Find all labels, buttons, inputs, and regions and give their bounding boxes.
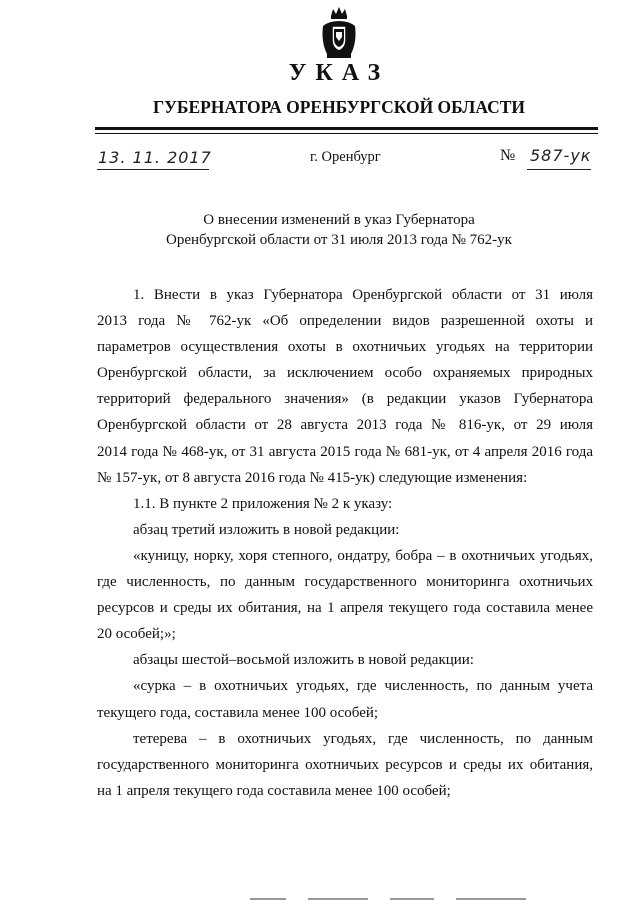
paragraph-line: Оренбургской области, за исключением особо охраняемых природных bbox=[97, 365, 593, 382]
paragraph-line: текущего года, составила менее 100 особей; bbox=[97, 704, 379, 721]
header-rule-thick bbox=[95, 127, 598, 130]
header-rule-thin bbox=[95, 133, 598, 134]
paragraph-line: на 1 апреля текущего года составила менее 100 особей; bbox=[97, 782, 451, 799]
paragraph-line: тетерева – в охотничьих угодьях, где численность, по данным bbox=[133, 730, 593, 747]
paragraph-line: параметров осуществления охоты в охотничьих угодьях на территории bbox=[97, 339, 593, 356]
paragraph-line: 2013 года № 762-ук «Об определении видов разрешенной охоты и bbox=[97, 313, 593, 330]
decree-subject bbox=[0, 210, 640, 250]
paragraph-line: «сурка – в охотничьих угодьях, где численность, по данным учета bbox=[133, 678, 593, 695]
decree-title: УКАЗ bbox=[288, 60, 390, 86]
date-underline bbox=[97, 169, 209, 170]
paragraph-line: абзац третий изложить в новой редакции: bbox=[133, 521, 400, 538]
paragraph-line: «куницу, норку, хоря степного, ондатру, бобра – в охотничьих угодьях, bbox=[133, 547, 593, 564]
paragraph-line: № 157-ук, от 8 августа 2016 года № 415-ук) следующие изменения: bbox=[97, 469, 528, 486]
paragraph-line: где численность, по данным государственного мониторинга охотничьих bbox=[97, 574, 593, 591]
number-underline bbox=[527, 169, 591, 170]
paragraph-line: Оренбургской области от 28 августа 2013 года № 816-ук, от 29 июля bbox=[97, 417, 593, 434]
decree-number: 587-ук bbox=[530, 146, 592, 165]
paragraph-line: абзацы шестой–восьмой изложить в новой редакции: bbox=[133, 652, 474, 669]
subject-line: Оренбургской области от 31 июля 2013 года № 762-ук bbox=[166, 232, 512, 248]
issuer-title: ГУБЕРНАТОРА ОРЕНБУРГСКОЙ ОБЛАСТИ bbox=[152, 97, 526, 117]
number-label: № bbox=[500, 147, 516, 164]
paragraph-line: территорий федерального значения» (в редакции указов Губернатора bbox=[97, 391, 593, 408]
cut-off-text-line bbox=[250, 898, 600, 905]
decree-date: 13. 11. 2017 bbox=[98, 148, 212, 167]
subject-line: О внесении изменений в указ Губернатора bbox=[203, 212, 475, 228]
paragraph-line: ресурсов и среды их обитания, на 1 апреля текущего года составила менее bbox=[97, 600, 593, 617]
paragraph-line: 1.1. В пункте 2 приложения № 2 к указу: bbox=[133, 495, 393, 512]
paragraph-line: 2014 года № 468-ук, от 31 августа 2015 года № 681-ук, от 4 апреля 2016 года bbox=[97, 443, 593, 460]
coat-of-arms-icon bbox=[319, 6, 359, 60]
city: г. Оренбург bbox=[310, 149, 381, 165]
paragraph-line: 20 особей;»; bbox=[97, 626, 176, 643]
paragraph-line: 1. Внести в указ Губернатора Оренбургской области от 31 июля bbox=[133, 287, 593, 303]
paragraph-line: государственного мониторинга охотничьих ресурсов и среды их обитания, bbox=[97, 756, 593, 773]
decree-body bbox=[97, 282, 593, 804]
